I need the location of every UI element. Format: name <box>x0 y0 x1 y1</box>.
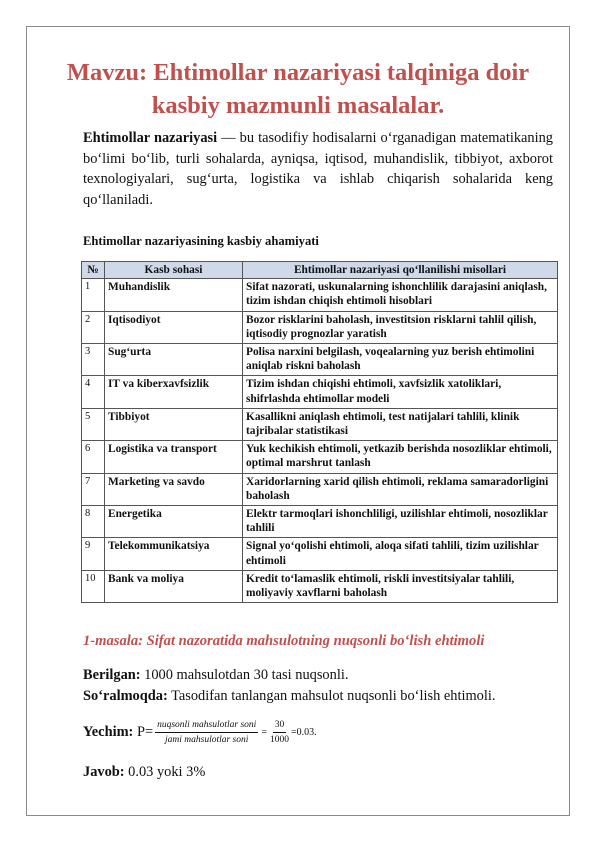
numeric-numerator: 30 <box>273 720 287 733</box>
row-area: Tibbiyot <box>105 408 243 440</box>
row-examples: Kredit to‘lamaslik ehtimoli, riskli investitsiyalar tahlili, moliyaviy xavflarni baholash <box>243 570 558 602</box>
header-examples: Ehtimollar nazariyasi qo‘llanilishi misollari <box>243 262 558 279</box>
table-row <box>82 279 558 311</box>
answer-label: Javob: <box>83 764 125 780</box>
row-number: 6 <box>82 441 105 473</box>
row-examples: Polisa narxini belgilash, voqealarning yuz berish ehtimolini aniqlab riskni baholash <box>243 344 558 376</box>
solution-line <box>83 720 317 745</box>
row-number: 9 <box>82 538 105 570</box>
row-examples: Tizim ishdan chiqishi ehtimoli, xavfsizlik xatoliklari, shifrlashda ehtimollar modeli <box>243 376 558 408</box>
given-line <box>83 665 495 686</box>
intro-text: — bu tasodifiy hodisalarni o‘rganadigan matematikaning bo‘limi bo‘lib, turli sohalarda, ayniqsa, iqtisod, muhandislik, tibbiyot, axborot texnologiyalari, sug‘urta, logistika va ishlab chiqarish sohalarida keng qo‘llaniladi. <box>83 130 553 208</box>
solution-label: Yechim: <box>83 724 134 740</box>
row-area: Sug‘urta <box>105 344 243 376</box>
probability-fraction <box>155 720 258 745</box>
row-examples: Sifat nazorati, uskunalarning ishonchlilik darajasini aniqlash, tizim ishdan chiqish ehtimoli hisoblari <box>243 279 558 311</box>
table-row <box>82 441 558 473</box>
fraction-numerator: nuqsonli mahsulotlar soni <box>155 720 258 733</box>
row-area: Bank va moliya <box>105 570 243 602</box>
row-area: Energetika <box>105 506 243 538</box>
fraction-denominator: jami mahsulotlar soni <box>165 735 249 745</box>
table-row <box>82 570 558 602</box>
intro-term: Ehtimollar nazariyasi <box>83 130 218 146</box>
row-area: IT va kiberxavfsizlik <box>105 376 243 408</box>
table-header-row <box>82 262 558 279</box>
row-area: Marketing va savdo <box>105 473 243 505</box>
numeric-denominator: 1000 <box>269 735 289 745</box>
table-row <box>82 473 558 505</box>
row-number: 4 <box>82 376 105 408</box>
row-area: Iqtisodiyot <box>105 311 243 343</box>
table-row <box>82 408 558 440</box>
header-area: Kasb sohasi <box>105 262 243 279</box>
row-area: Telekommunikatsiya <box>105 538 243 570</box>
row-number: 7 <box>82 473 105 505</box>
row-examples: Kasallikni aniqlash ehtimoli, test natijalari tahlili, klinik tajribalar statistikasi <box>243 408 558 440</box>
asked-line <box>83 686 495 707</box>
equals-sign: = <box>261 727 267 738</box>
solution-result: =0.03. <box>290 727 317 738</box>
row-area: Logistika va transport <box>105 441 243 473</box>
asked-label: So‘ralmoqda: <box>83 688 168 704</box>
given-text: 1000 mahsulotdan 30 tasi nuqsonli. <box>140 667 349 683</box>
answer-line <box>83 764 205 781</box>
answer-text: 0.03 yoki 3% <box>124 764 206 780</box>
asked-text: Tasodifan tanlangan mahsulot nuqsonli bo‘lish ehtimoli. <box>167 688 496 704</box>
header-number: № <box>82 262 105 279</box>
row-examples: Yuk kechikish ehtimoli, yetkazib berishda nosozliklar ehtimoli, optimal marshrut tanlash <box>243 441 558 473</box>
table-row <box>82 538 558 570</box>
row-number: 8 <box>82 506 105 538</box>
row-examples: Xaridorlarning xarid qilish ehtimoli, reklama samaradorligini baholash <box>243 473 558 505</box>
row-examples: Signal yo‘qolishi ehtimoli, aloqa sifati tahlili, tizim uzilishlar ehtimoli <box>243 538 558 570</box>
row-number: 10 <box>82 570 105 602</box>
problem-title: 1-masala: Sifat nazoratida mahsulotning nuqsonli bo‘lish ehtimoli <box>83 633 485 649</box>
row-examples: Elektr tarmoqlari ishonchliligi, uzilishlar ehtimoli, nosozliklar tahlili <box>243 506 558 538</box>
row-number: 2 <box>82 311 105 343</box>
row-number: 5 <box>82 408 105 440</box>
numeric-fraction <box>270 720 289 745</box>
row-examples: Bozor risklarini baholash, investitsion risklarni tahlil qilish, iqtisodiy prognozlar yaratish <box>243 311 558 343</box>
applications-table <box>81 261 558 603</box>
table-row <box>82 506 558 538</box>
intro-paragraph <box>83 128 553 210</box>
row-number: 1 <box>82 279 105 311</box>
page-title: Mavzu: Ehtimollar nazariyasi talqiniga doir kasbiy mazmunli masalalar. <box>66 59 530 119</box>
row-area: Muhandislik <box>105 279 243 311</box>
table-caption: Ehtimollar nazariyasining kasbiy ahamiyati <box>83 234 319 248</box>
given-label: Berilgan: <box>83 667 141 683</box>
problem-statement <box>83 665 495 707</box>
solution-prefix: P= <box>133 724 154 740</box>
row-number: 3 <box>82 344 105 376</box>
table-row <box>82 344 558 376</box>
table-row <box>82 376 558 408</box>
table-row <box>82 311 558 343</box>
